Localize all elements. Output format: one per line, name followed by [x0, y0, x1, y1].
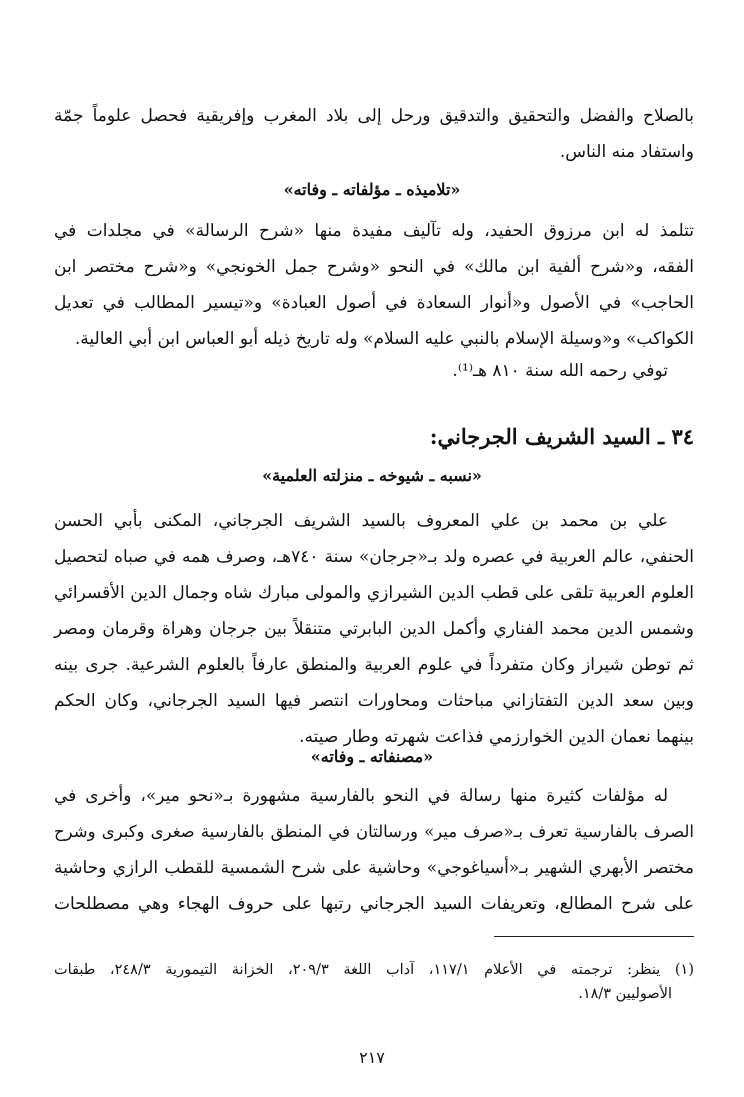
text-line: على شرح المطالع، وتعريفات السيد الجرجاني رتبها على حروف الهجاء وهي مصطلحات: [54, 894, 694, 914]
text-line: بالصلاح والفضل والتحقيق والتدقيق ورحل إلى بلاد المغرب وإفريقية فحصل علوماً جمّة: [54, 106, 694, 126]
footnote-divider: [494, 936, 694, 937]
section-heading-students: «تلاميذه ـ مؤلفاته ـ وفاته»: [283, 180, 461, 199]
section-heading-works: «مصنفاته ـ وفاته»: [310, 747, 434, 766]
text-line: الكواكب» و«وسيلة الإسلام بالنبي عليه السلام» وله تاريخ ذيله أبو العباس ابن أبي العالية.: [74, 329, 694, 349]
text-line: وشمس الدين محمد الفناري وأكمل الدين البابرتي متنقلاً بين جرجان وهراة وقرمان ومصر: [54, 619, 694, 639]
paragraph-intro: [54, 98, 694, 170]
footnote-line: الأصوليين ١٨/٣.: [578, 986, 672, 1002]
biography-title: ٣٤ ـ السيد الشريف الجرجاني:: [429, 424, 694, 449]
text-line: وبين سعد الدين التفتازاني مباحثات ومحاورات انتصر فيها السيد الجرجاني، وكان الحكم: [54, 691, 694, 711]
text-line: الحنفي، عالم العربية في عصره ولد بـ«جرجان» سنة ٧٤٠هـ، وصرف همه في صباه لتحصيل: [54, 547, 694, 567]
text-line: مختصر الأبهري الشهير بـ«أسياغوجي» وحاشية على شرح الشمسية للقطب الرازي وحاشية: [54, 858, 694, 878]
footnote-line: (١) ينظر: ترجمته في الأعلام ١١٧/١، آداب اللغة ٢٠٩/٣، الخزانة التيمورية ٢٤٨/٣، طبقات: [54, 962, 694, 978]
text-line: علي بن محمد بن علي المعروف بالسيد الشريف الجرجاني، المكنى بأبي الحسن: [54, 511, 668, 531]
text-line: توفي رحمه الله سنة ٨١٠ هـ⁽¹⁾.: [452, 361, 668, 381]
text-line: تتلمذ له ابن مرزوق الحفيد، وله تآليف مفيدة منها «شرح الرسالة» في مجلدات في: [54, 221, 694, 241]
paragraph-biography: [54, 503, 694, 755]
paragraph-works: [54, 778, 694, 922]
footnote: [54, 958, 694, 1006]
page-number: ٢١٧: [359, 1048, 385, 1067]
text-line: ثم توطن شيراز وكان متفرداً في علوم العربية والمنطق عارفاً بالعلوم الشرعية. جرى بينه: [54, 655, 694, 675]
text-line: الصرف بالفارسية تعرف بـ«صرف مير» ورسالتان في المنطق بالفارسية صغرى وكبرى وشرح: [54, 822, 694, 841]
section-heading-lineage: «نسبه ـ شيوخه ـ منزلته العلمية»: [262, 466, 482, 485]
text-line: الحاجب» في الأصول و«أنوار السعادة في أصول العبادة» و«تيسير المطالب في تعديل: [54, 293, 694, 313]
text-line: بينهما نعمان الدين الخوارزمي فذاعت شهرته وطار صيته.: [299, 727, 694, 747]
text-line: الفقه، و«شرح ألفية ابن مالك» في النحو «وشرح جمل الخونجي» و«شرح مختصر ابن: [54, 257, 694, 277]
text-line: العلوم العربية تلقى على قطب الدين الشيرازي والمولى مبارك شاه وجمال الدين الأقسرائي: [54, 583, 694, 603]
paragraph-death: [54, 353, 694, 389]
text-line: واستفاد منه الناس.: [559, 142, 694, 162]
text-line: له مؤلفات كثيرة منها رسالة في النحو بالفارسية مشهورة بـ«نحو مير»، وأخرى في: [54, 786, 668, 806]
paragraph-students: [54, 213, 694, 357]
